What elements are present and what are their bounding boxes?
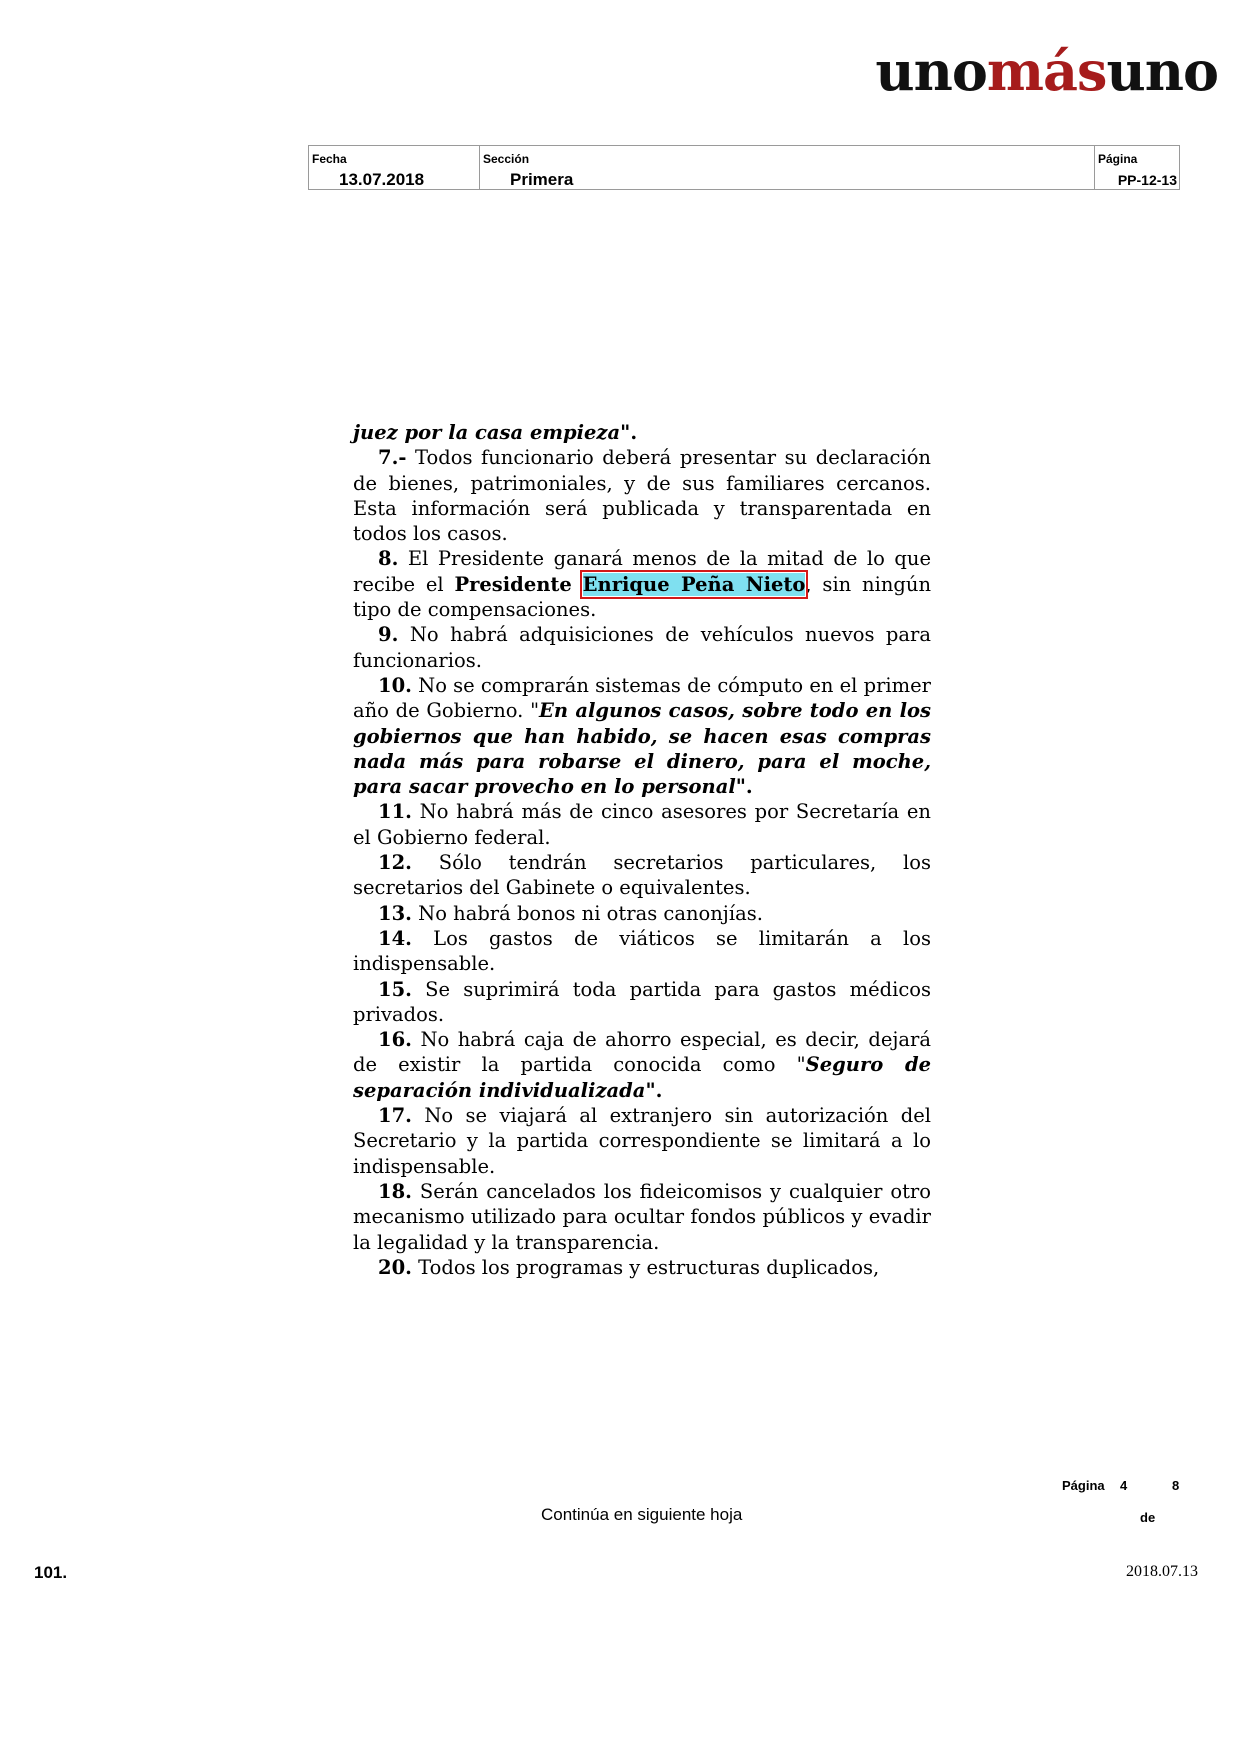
item-text-9: No habrá adquisiciones de vehículos nuevos para funcionarios. bbox=[353, 623, 931, 672]
seccion-cell bbox=[479, 146, 1094, 189]
seccion-label: Sección bbox=[483, 152, 530, 166]
newspaper-logo bbox=[875, 39, 1218, 103]
logo-part-1: uno bbox=[875, 39, 987, 103]
document-code: 101. bbox=[34, 1563, 68, 1582]
paragraph-17 bbox=[353, 1103, 931, 1179]
footer-de-label: de bbox=[1140, 1510, 1156, 1525]
pagina-value: PP-12-13 bbox=[1117, 172, 1177, 188]
footer-page-counter bbox=[1062, 1478, 1179, 1493]
item-number-18: 18. bbox=[378, 1179, 412, 1203]
item-text-18: Serán cancelados los fideicomisos y cualquier otro mecanismo utilizado para ocultar fondos públicos y evadir la legalidad y la transparencia. bbox=[353, 1179, 931, 1254]
paragraph-11 bbox=[353, 799, 931, 850]
item-number-16: 16. bbox=[378, 1028, 412, 1052]
item-number-15: 15. bbox=[378, 977, 412, 1001]
pagina-label: Página bbox=[1098, 152, 1138, 166]
fecha-label: Fecha bbox=[312, 152, 347, 166]
item-text-12: Sólo tendrán secretarios particulares, los secretarios del Gabinete o equivalentes. bbox=[353, 851, 931, 900]
paragraph-9 bbox=[353, 622, 931, 673]
article-body bbox=[353, 420, 931, 1280]
item-number-9: 9. bbox=[378, 623, 399, 647]
item-number-20: 20. bbox=[378, 1255, 412, 1279]
highlighted-name: Enrique Peña Nieto bbox=[582, 572, 806, 596]
item-text-7: Todos funcionario deberá presentar su declaración de bienes, patrimoniales, y de sus familiares cercanos. Esta información será publicada y transparentada en todos los casos. bbox=[353, 446, 931, 546]
item-number-8: 8. bbox=[378, 547, 399, 571]
space bbox=[572, 573, 583, 596]
logo-part-3: uno bbox=[1106, 39, 1218, 103]
paragraph-15 bbox=[353, 977, 931, 1028]
item-text-14: Los gastos de viáticos se limitarán a los indispensable. bbox=[353, 926, 931, 976]
item-close-10: ". bbox=[735, 775, 753, 799]
paragraph-16 bbox=[353, 1027, 931, 1103]
item-text-11: No habrá más de cinco asesores por Secretaría en el Gobierno federal. bbox=[353, 800, 931, 849]
item-text-8-pre: El Presidente ganará menos de la mitad de lo que recibe el bbox=[353, 547, 931, 596]
seccion-value: Primera bbox=[510, 170, 574, 189]
footer-pagina-label: Página bbox=[1062, 1478, 1105, 1493]
item-number-10: 10. bbox=[378, 673, 412, 697]
item-text-8-post: , sin ningún tipo de compensaciones. bbox=[353, 572, 932, 622]
footer-total-pages: 8 bbox=[1172, 1478, 1180, 1493]
paragraph-10 bbox=[353, 673, 931, 799]
item-text-10: No se comprarán sistemas de cómputo en el primer año de Gobierno. " bbox=[353, 673, 931, 723]
paragraph-8 bbox=[353, 546, 931, 622]
paragraph-7 bbox=[353, 445, 931, 546]
logo-part-2: más bbox=[986, 39, 1107, 103]
paragraph-13 bbox=[353, 901, 931, 926]
header-info-table bbox=[308, 145, 1180, 190]
paragraph-18 bbox=[353, 1179, 931, 1255]
paragraph-20 bbox=[353, 1255, 931, 1280]
presidente-bold: Presidente bbox=[454, 572, 572, 596]
item-number-11: 11. bbox=[378, 800, 412, 824]
item-number-7: 7.- bbox=[378, 446, 407, 470]
item-text-17: No se viajará al extranjero sin autorización del Secretario y la partida correspondiente se limitará a lo indispensable. bbox=[353, 1104, 931, 1178]
item-number-13: 13. bbox=[378, 901, 412, 925]
pagina-cell bbox=[1094, 146, 1179, 189]
item-text-20: Todos los programas y estructuras duplicados, bbox=[411, 1255, 880, 1279]
item-text-16: No habrá caja de ahorro especial, es decir, dejará de existir la partida conocida como " bbox=[353, 1028, 931, 1077]
item-close-16: ". bbox=[645, 1078, 663, 1102]
paragraph-12 bbox=[353, 850, 931, 901]
continues-notice: Continúa en siguiente hoja bbox=[541, 1505, 743, 1524]
paragraph-intro bbox=[353, 420, 931, 445]
item-number-17: 17. bbox=[378, 1104, 412, 1128]
intro-close: ". bbox=[620, 421, 638, 444]
item-number-14: 14. bbox=[378, 926, 412, 950]
fecha-cell bbox=[309, 146, 479, 189]
date-stamp: 2018.07.13 bbox=[1126, 1563, 1198, 1580]
paragraph-14 bbox=[353, 926, 931, 977]
item-quote-10: En algunos casos, sobre todo en los gobiernos que han habido, se hacen esas compras nada más para robarse el dinero, para el moche, para sacar provecho en lo personal bbox=[353, 699, 931, 799]
intro-quote: juez por la casa empieza bbox=[353, 421, 621, 444]
fecha-value: 13.07.2018 bbox=[339, 170, 425, 189]
item-quote-16: Seguro de separación individualizada bbox=[353, 1053, 931, 1102]
item-text-13: No habrá bonos ni otras canonjías. bbox=[411, 901, 763, 925]
item-number-12: 12. bbox=[378, 851, 412, 875]
item-text-15: Se suprimirá toda partida para gastos médicos privados. bbox=[353, 977, 931, 1026]
footer-current-page: 4 bbox=[1120, 1478, 1128, 1493]
